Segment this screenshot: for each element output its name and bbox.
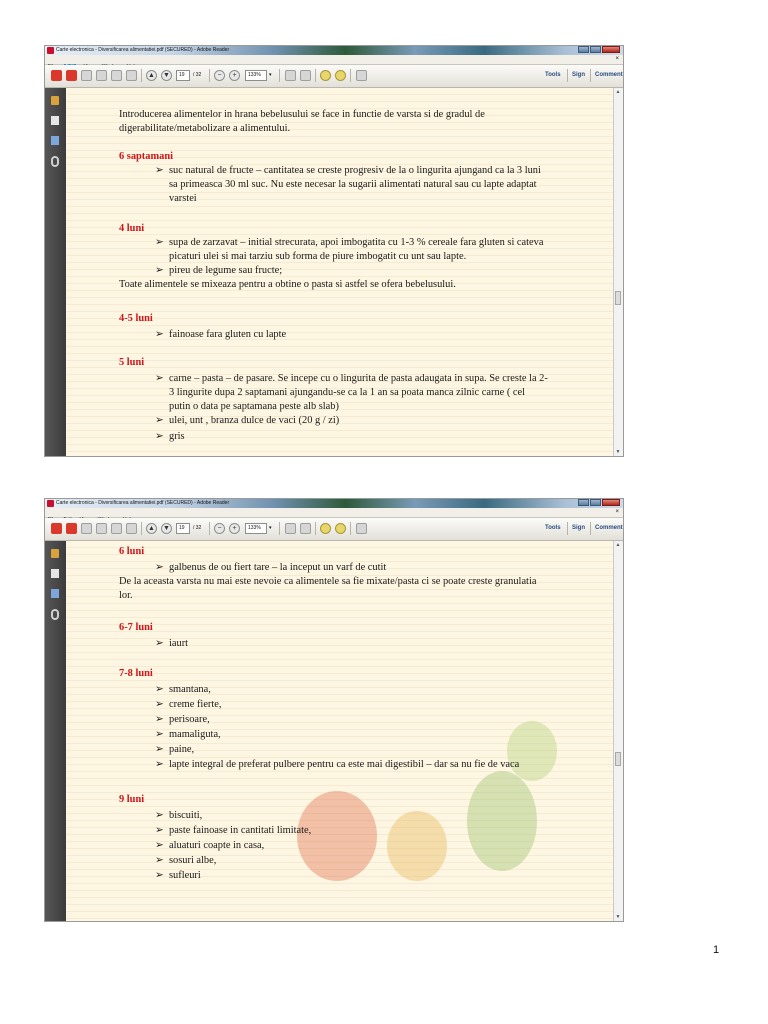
open-icon[interactable]	[51, 523, 62, 534]
title-bar	[45, 499, 623, 508]
adobe-reader-icon	[47, 47, 54, 54]
close-button[interactable]	[602, 46, 620, 53]
save-icon[interactable]	[96, 523, 107, 534]
edit-icon[interactable]	[81, 523, 92, 534]
zoom-dropdown-icon[interactable]: ▾	[269, 525, 272, 531]
close-button[interactable]	[602, 499, 620, 506]
vertical-scrollbar[interactable]	[613, 88, 623, 456]
fit-width-icon[interactable]	[300, 70, 311, 81]
zoom-out-icon[interactable]: −	[214, 70, 225, 81]
fit-page-icon[interactable]	[285, 523, 296, 534]
bullet-arrow-icon: ➢	[155, 744, 164, 755]
page-number-input[interactable]: 19	[176, 523, 190, 534]
bullet-arrow-icon: ➢	[155, 810, 164, 821]
section-heading: 4 luni	[119, 223, 145, 234]
bullet-arrow-icon: ➢	[155, 699, 164, 710]
fit-page-icon[interactable]	[285, 70, 296, 81]
list-item-continuation: 3 lingurite dupa 2 saptamani ajungandu-se ca la 1 an sa poata manca zilnic carne ( cel	[169, 387, 526, 398]
bullet-arrow-icon: ➢	[155, 415, 164, 426]
bullet-arrow-icon: ➢	[155, 638, 164, 649]
security-lock-icon[interactable]	[51, 549, 59, 558]
comment-button[interactable]: Comment	[595, 72, 623, 78]
prev-page-icon[interactable]: ▲	[146, 523, 157, 534]
sign-button[interactable]: Sign	[572, 72, 585, 78]
zoom-in-icon[interactable]: +	[229, 523, 240, 534]
zoom-level-input[interactable]: 133%	[245, 523, 267, 534]
menu-bar	[45, 508, 623, 518]
list-item-continuation: varstei	[169, 193, 197, 204]
close-document-icon[interactable]: ×	[615, 509, 619, 515]
comment-button[interactable]: Comment	[595, 525, 623, 531]
bookmarks-icon[interactable]	[51, 136, 59, 145]
fit-width-icon[interactable]	[300, 523, 311, 534]
section-heading: 6-7 luni	[119, 622, 153, 633]
create-pdf-icon[interactable]	[66, 70, 77, 81]
bullet-arrow-icon: ➢	[155, 265, 164, 276]
section-heading: 6 luni	[119, 546, 145, 557]
close-document-icon[interactable]: ×	[615, 56, 619, 62]
reader-screenshot-2	[44, 498, 624, 922]
prev-page-icon[interactable]: ▲	[146, 70, 157, 81]
highlight-icon[interactable]	[335, 523, 346, 534]
intro-paragraph-line1: Introducerea alimentelor in hrana bebelusului se face in functie de varsta si de gradul de	[119, 109, 485, 120]
vertical-scrollbar[interactable]	[613, 541, 623, 921]
attachments-icon[interactable]	[51, 156, 59, 167]
adobe-reader-icon	[47, 500, 54, 507]
print-icon[interactable]	[111, 523, 122, 534]
bullet-arrow-icon: ➢	[155, 684, 164, 695]
window-title: Carte electronica - Diversificarea alimentatiei.pdf (SECURED) - Adobe Reader	[56, 500, 230, 506]
bullet-arrow-icon: ➢	[155, 825, 164, 836]
bullet-arrow-icon: ➢	[155, 237, 164, 248]
maximize-button[interactable]	[590, 46, 601, 53]
bookmarks-icon[interactable]	[51, 589, 59, 598]
zoom-dropdown-icon[interactable]: ▾	[269, 72, 272, 78]
expand-icon[interactable]	[356, 523, 367, 534]
page-thumbnails-icon[interactable]	[51, 569, 59, 578]
save-icon[interactable]	[96, 70, 107, 81]
list-item-continuation: sa primeasca 30 ml suc. Nu este necesar la sugarii alimentati natural sau cu lapte adaptat	[169, 179, 537, 190]
section-heading: 4-5 luni	[119, 313, 153, 324]
bullet-arrow-icon: ➢	[155, 714, 164, 725]
scroll-thumb[interactable]	[615, 291, 621, 305]
section-heading: 5 luni	[119, 357, 145, 368]
minimize-button[interactable]	[578, 499, 589, 506]
page-number-input[interactable]: 19	[176, 70, 190, 81]
edit-icon[interactable]	[81, 70, 92, 81]
zoom-out-icon[interactable]: −	[214, 523, 225, 534]
navigation-panel	[45, 541, 66, 921]
attachments-icon[interactable]	[51, 609, 59, 620]
bullet-arrow-icon: ➢	[155, 165, 164, 176]
highlight-icon[interactable]	[335, 70, 346, 81]
toolbar	[45, 518, 623, 541]
bullet-arrow-icon: ➢	[155, 759, 164, 770]
page-thumbnails-icon[interactable]	[51, 116, 59, 125]
zoom-level-input[interactable]: 133%	[245, 70, 267, 81]
comment-sticky-icon[interactable]	[320, 523, 331, 534]
bullet-arrow-icon: ➢	[155, 840, 164, 851]
menu-bar	[45, 55, 623, 65]
title-bar	[45, 46, 623, 55]
navigation-panel	[45, 88, 66, 456]
bullet-arrow-icon: ➢	[155, 431, 164, 442]
section-heading: 7-8 luni	[119, 668, 153, 679]
slide-page-number: 1	[713, 944, 720, 956]
note-paragraph: Toate alimentele se mixeaza pentru a obtine o pasta si astfel se ofera bebelusului.	[119, 279, 456, 290]
bullet-arrow-icon: ➢	[155, 373, 164, 384]
next-page-icon[interactable]: ▼	[161, 523, 172, 534]
section-heading: 6 saptamani	[119, 151, 173, 162]
next-page-icon[interactable]: ▼	[161, 70, 172, 81]
section-heading: 9 luni	[119, 794, 145, 805]
email-icon[interactable]	[126, 70, 137, 81]
email-icon[interactable]	[126, 523, 137, 534]
scroll-down-icon[interactable]: ▼	[615, 449, 621, 455]
reader-screenshot-1	[44, 45, 624, 457]
minimize-button[interactable]	[578, 46, 589, 53]
document-page: Introducerea alimentelor in hrana bebelusului se face in functie de varsta si de gradul de digerabilitate/metabolizare a alimentului. 6 saptamani ➢ suc natural de fructe – cantitatea se creste progresiv de la o lingurita ajungand ca la 3 luni sa primeasca 30 ml suc. Nu este necesar la sugarii alimentati natural sau cu lapte adaptat varstei 4 luni ➢ supa de zarzavat – initial strecurata, apoi imbogatita cu 1-3 % cereale fara gluten si cateva picaturi ulei si mai tarziu sub forma de piure imbogatit cu unt sau lapte. ➢ pireu de legume sau fructe; Toate alimentele se mixeaza pentru a obtine o pasta si astfel se ofera bebelusului. 4-5 luni ➢ fainoase fara gluten cu lapte 5 luni ➢ carne – pasta – de pasare. Se incepe cu o lingurita de pasta adaugata in supa. Se creste la 2- 3 lingurite dupa 2 saptamani ajungandu-se ca la 1 an sa poata manca zilnic carne ( cel putin o data pe saptamana peste alb slab) ➢ ulei, unt , branza dulce de vaci (20 g / zi) ➢ gris	[67, 88, 613, 456]
security-lock-icon[interactable]	[51, 96, 59, 105]
page-total: / 32	[193, 525, 202, 531]
bullet-arrow-icon: ➢	[155, 562, 164, 573]
bullet-arrow-icon: ➢	[155, 329, 164, 340]
page-total: / 32	[193, 72, 202, 78]
scroll-down-icon[interactable]: ▼	[615, 914, 621, 920]
note-paragraph: lor.	[119, 590, 133, 601]
list-item-continuation: putin o data pe saptamana peste alb slab)	[169, 401, 339, 412]
bullet-arrow-icon: ➢	[155, 870, 164, 881]
toolbar	[45, 65, 623, 88]
window-title: Carte electronica - Diversificarea alimentatiei.pdf (SECURED) - Adobe Reader	[56, 47, 230, 53]
tools-button[interactable]: Tools	[545, 72, 561, 78]
scroll-up-icon[interactable]: ▲	[615, 542, 621, 548]
tools-button[interactable]: Tools	[545, 525, 561, 531]
bullet-arrow-icon: ➢	[155, 729, 164, 740]
note-paragraph: De la aceasta varsta nu mai este nevoie ca alimentele sa fie mixate/pasta ci se poate creste granulatia	[119, 576, 537, 587]
scroll-up-icon[interactable]: ▲	[615, 89, 621, 95]
comment-sticky-icon[interactable]	[320, 70, 331, 81]
intro-paragraph-line2: digerabilitate/metabolizare a alimentului.	[119, 123, 291, 134]
bullet-arrow-icon: ➢	[155, 855, 164, 866]
list-item-continuation: picaturi ulei si mai tarziu sub forma de piure imbogatit cu unt sau lapte.	[169, 251, 467, 262]
maximize-button[interactable]	[590, 499, 601, 506]
document-page: 6 luni ➢ galbenus de ou fiert tare – la inceput un varf de cutit De la aceasta varsta nu mai este nevoie ca alimentele sa fie mixate/pasta ci se poate creste granulatia lor. 6-7 luni ➢ iaurt 7-8 luni ➢ smantana, ➢ creme fierte, ➢ perisoare, ➢ mamaliguta, ➢ paine, ➢ lapte integral de preferat pulbere pentru ca este mai digestibil – dar sa nu fie de vaca 9 luni ➢ biscuiti, ➢ paste fainoase in cantitati limitate, ➢ aluaturi coapte in casa, ➢ sosuri albe, ➢ sufleuri	[67, 541, 613, 921]
zoom-in-icon[interactable]: +	[229, 70, 240, 81]
scroll-thumb[interactable]	[615, 752, 621, 766]
open-icon[interactable]	[51, 70, 62, 81]
sign-button[interactable]: Sign	[572, 525, 585, 531]
create-pdf-icon[interactable]	[66, 523, 77, 534]
print-icon[interactable]	[111, 70, 122, 81]
expand-icon[interactable]	[356, 70, 367, 81]
